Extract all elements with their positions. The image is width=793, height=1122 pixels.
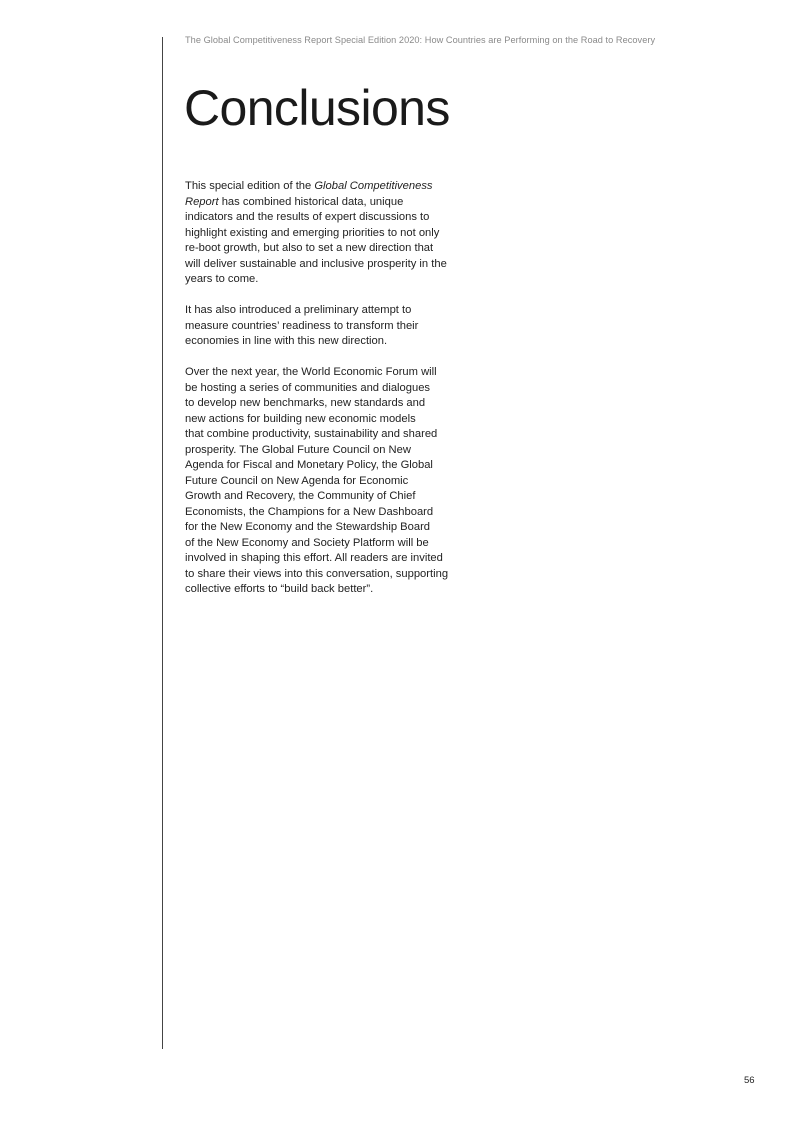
- text-line: [185, 319, 465, 335]
- text-segment: Economists, the Champions for a New Dashboard: [185, 505, 434, 518]
- italic-text: Report: [185, 195, 219, 208]
- text-segment: that combine productivity, sustainability and shared: [185, 428, 438, 440]
- text-line: [185, 427, 465, 443]
- text-line: [185, 551, 465, 567]
- text-line: [185, 458, 465, 474]
- text-segment: of the New Economy and Society Platform will be: [185, 536, 429, 549]
- text-line: [185, 381, 465, 397]
- text-segment: It has also introduced a preliminary attempt to: [185, 304, 412, 316]
- text-segment: to develop new benchmarks, new standards and: [185, 397, 426, 409]
- text-line: [185, 520, 465, 536]
- text-line: [185, 365, 465, 381]
- text-segment: to share their views into this conversation, supporting: [185, 567, 449, 580]
- text-line: [185, 241, 465, 257]
- page-title: Conclusions: [184, 80, 450, 136]
- text-line: [185, 179, 465, 195]
- text-line: [185, 489, 465, 505]
- text-segment: prosperity. The Global Future Council on New: [185, 443, 411, 456]
- margin-rule: [162, 37, 163, 1049]
- text-line: [185, 195, 465, 211]
- body-paragraph: [185, 303, 465, 350]
- text-segment: re-boot growth, but also to set a new direction that: [185, 242, 434, 254]
- text-line: [185, 226, 465, 242]
- text-segment: be hosting a series of communities and dialogues: [185, 381, 431, 394]
- text-line: [185, 582, 465, 598]
- italic-text: Global Competitiveness: [314, 180, 433, 192]
- text-line: [185, 443, 465, 459]
- text-segment: economies in line with this new direction.: [185, 335, 388, 347]
- text-segment: Growth and Recovery, the Community of Chief: [185, 490, 416, 502]
- text-line: [185, 536, 465, 552]
- text-line: [185, 505, 465, 521]
- text-segment: highlight existing and emerging priorities to not only: [185, 226, 440, 239]
- text-segment: new actions for building new economic models: [185, 412, 416, 425]
- page-number: 56: [744, 1075, 755, 1086]
- text-segment: collective efforts to “build back better”.: [185, 583, 374, 595]
- text-segment: will deliver sustainable and inclusive prosperity in the: [185, 257, 447, 270]
- text-line: [185, 303, 465, 319]
- text-segment: years to come.: [185, 273, 259, 285]
- text-segment: indicators and the results of expert discussions to: [185, 211, 430, 223]
- text-line: [185, 412, 465, 428]
- text-line: [185, 474, 465, 490]
- body-paragraph: [185, 365, 465, 598]
- text-line: [185, 334, 465, 350]
- text-line: [185, 210, 465, 226]
- text-segment: for the New Economy and the Stewardship Board: [185, 521, 431, 533]
- text-segment: Over the next year, the World Economic Forum will: [185, 366, 437, 378]
- text-line: [185, 567, 465, 583]
- text-line: [185, 396, 465, 412]
- body-text: [185, 179, 465, 613]
- running-header: The Global Competitiveness Report Special Edition 2020: How Countries are Performing on the Road to Recovery: [185, 35, 656, 45]
- text-line: [185, 257, 465, 273]
- text-segment: Future Council on New Agenda for Economic: [185, 474, 409, 487]
- text-segment: Agenda for Fiscal and Monetary Policy, the Global: [185, 459, 433, 471]
- text-segment: has combined historical data, unique: [218, 195, 404, 208]
- text-segment: This special edition of the: [185, 180, 315, 192]
- text-segment: measure countries’ readiness to transform their: [185, 319, 419, 332]
- text-segment: involved in shaping this effort. All readers are invited: [185, 552, 443, 564]
- text-line: [185, 272, 465, 288]
- body-paragraph: [185, 179, 465, 288]
